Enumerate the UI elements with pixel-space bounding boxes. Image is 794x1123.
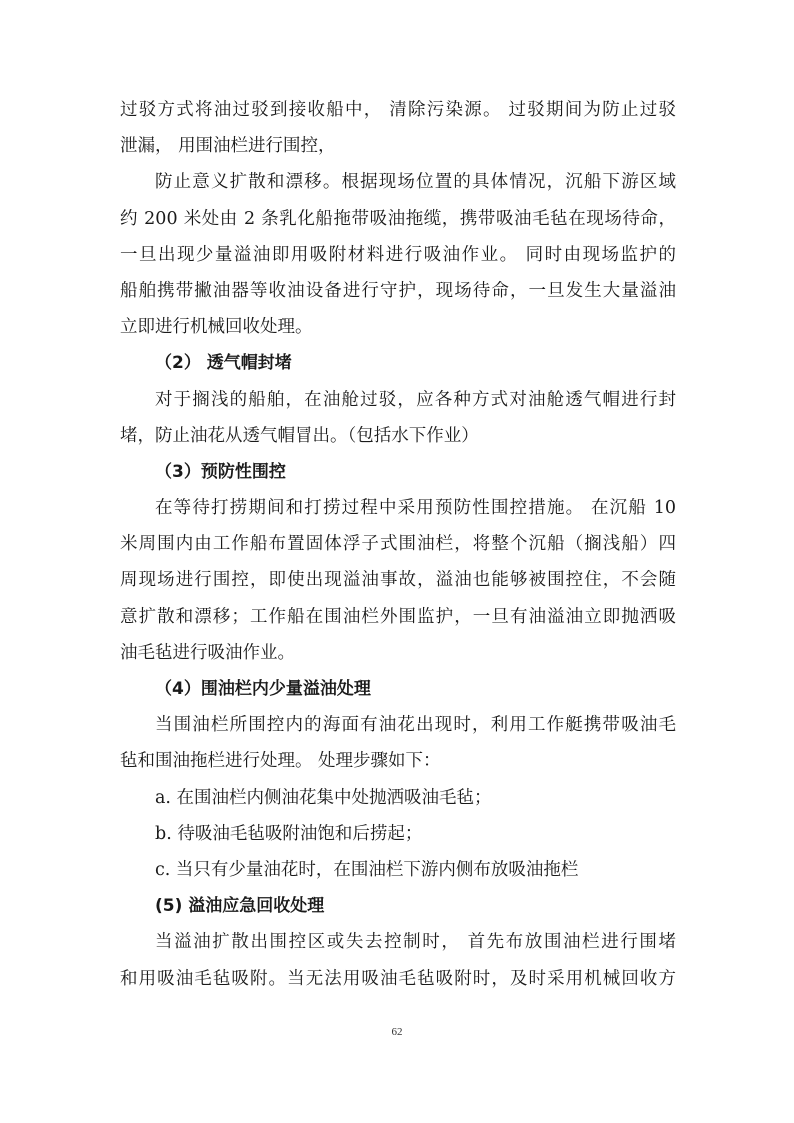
section-heading: （3）预防性围控	[155, 461, 286, 482]
body-line: 防止意义扩散和漂移。根据现场位置的具体情况，沉船下游区域	[155, 172, 676, 193]
body-line: 油毛毡进行吸油作业。	[120, 642, 295, 663]
body-line: 船舶携带撇油器等收油设备进行守护，现场待命，一旦发生大量溢油	[120, 280, 676, 301]
body-line: 对于搁浅的船舶，在油舱过驳，应各种方式对油舱透气帽进行封	[155, 389, 676, 410]
list-item: a. 在围油栏内侧油花集中处抛洒吸油毛毡；	[155, 787, 492, 808]
body-line: 堵，防止油花从透气帽冒出。（包括水下作业）	[120, 425, 479, 446]
body-line: 立即进行机械回收处理。	[120, 317, 313, 338]
body-line: 当溢油扩散出围控区或失去控制时， 首先布放围油栏进行围堵	[155, 932, 676, 953]
section-heading: （2） 透气帽封堵	[155, 353, 292, 374]
body-line: 米周围内由工作船布置固体浮子式围油栏，将整个沉船（搁浅船）四	[120, 534, 676, 555]
body-line: 约 200 米处由 2 条乳化船拖带吸油拖缆，携带吸油毛毡在现场待命，	[120, 208, 676, 229]
page-number: 62	[391, 1026, 403, 1038]
body-line: 泄漏， 用围油栏进行围控，	[120, 136, 336, 157]
body-line: 意扩散和漂移；工作船在围油栏外围监护，一旦有油溢油立即抛洒吸	[120, 606, 676, 627]
section-heading: （4）围油栏内少量溢油处理	[155, 679, 371, 699]
section-heading: (5) 溢油应急回收处理	[155, 896, 325, 917]
list-item: b. 待吸油毛毡吸附油饱和后捞起；	[155, 823, 423, 844]
body-line: 毡和围油拖栏进行处理。 处理步骤如下：	[120, 751, 441, 772]
body-line: 当围油栏所围控内的海面有油花出现时，利用工作艇携带吸油毛	[155, 715, 676, 736]
body-line: 和用吸油毛毡吸附。当无法用吸油毛毡吸附时，及时采用机械回收方	[120, 968, 676, 989]
body-line: 过驳方式将油过驳到接收船中， 清除污染源。 过驳期间为防止过驳	[120, 100, 676, 120]
document-page	[120, 92, 676, 997]
body-line: 周现场进行围控，即使出现溢油事故，溢油也能够被围控住，不会随	[120, 570, 676, 591]
body-line: 在等待打捞期间和打捞过程中采用预防性围控措施。 在沉船 10	[155, 498, 676, 519]
list-item: c. 当只有少量油花时，在围油栏下游内侧布放吸油拖栏	[155, 859, 579, 880]
body-line: 一旦出现少量溢油即用吸附材料进行吸油作业。 同时由现场监护的	[120, 244, 676, 265]
